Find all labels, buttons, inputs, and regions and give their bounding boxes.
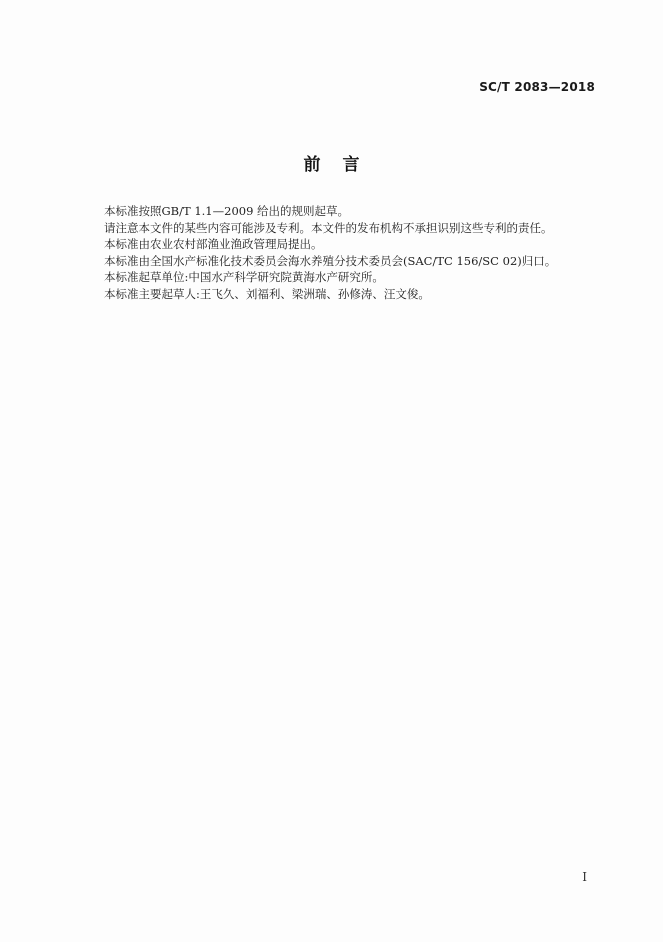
paragraph-drafting-rules: 本标准按照GB/T 1.1—2009 给出的规则起草。 — [104, 204, 350, 218]
page-number: I — [582, 870, 587, 884]
paragraph-drafting-unit: 本标准起草单位:中国水产科学研究院黄海水产研究所。 — [104, 270, 384, 285]
paragraph-main-drafters: 本标准主要起草人:王飞久、刘福利、梁洲瑞、孙修涛、汪文俊。 — [104, 286, 430, 301]
page-title: 前言 — [303, 155, 382, 175]
foreword-body — [104, 203, 604, 303]
standard-number: SC/T 2083—2018 — [479, 80, 595, 94]
paragraph-centralized-by: 本标准由全国水产标准化技术委员会海水养殖分技术委员会(SAC/TC 156/SC 02)归口。 — [104, 253, 557, 268]
paragraph-patent-notice: 请注意本文件的某些内容可能涉及专利。本文件的发布机构不承担识别这些专利的责任。 — [104, 220, 553, 235]
paragraph-proposer: 本标准由农业农村部渔业渔政管理局提出。 — [104, 237, 323, 252]
